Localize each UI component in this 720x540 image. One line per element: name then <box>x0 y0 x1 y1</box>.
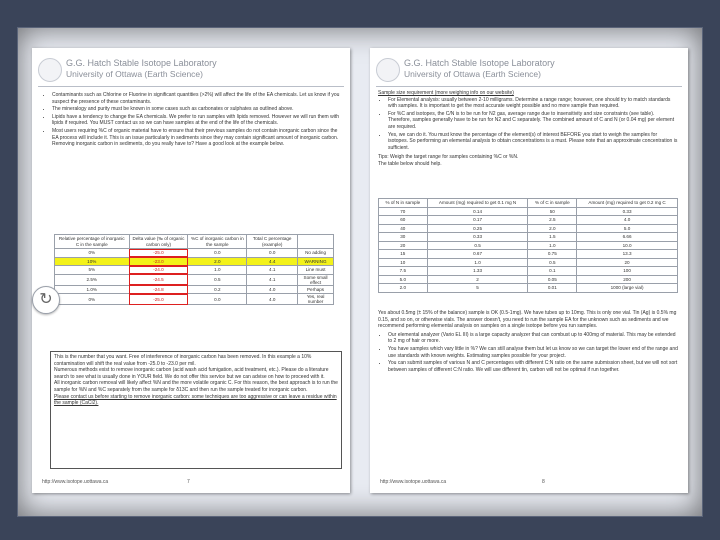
table-cell: 2.5% <box>55 274 130 285</box>
lab-logo-icon <box>38 58 62 82</box>
bullet: • You have samples which vary little in %? We can still analyse them but let us know so we can target the lower end of the range and use standards with known weights. Estimating samples possible for your project. <box>388 346 678 359</box>
footer-url[interactable]: http://www.isotope.uottawa.ca <box>42 479 109 485</box>
bullet: • You can submit samples of various N and C percentages with different C:N ratio on the same submission sheet, but we will not sort between samples of different C:N ratio. We will use different tin, carbon will not be optimal if run together. <box>388 360 678 373</box>
table-cell: 4.1 <box>247 266 298 275</box>
left-bullets <box>42 92 340 149</box>
table-cell: 1.0 <box>188 266 247 275</box>
table-cell: 1.33 <box>427 267 528 276</box>
table-header: Total C percentage (example) <box>247 235 298 249</box>
table-cell: 20 <box>379 241 428 250</box>
document-page-left <box>32 48 350 493</box>
table-cell: 10.0 <box>577 241 678 250</box>
table-cell: 15 <box>379 250 428 259</box>
table-cell: 2 <box>427 275 528 284</box>
table-cell: 4.4 <box>247 257 298 266</box>
table-caption: The table below should help. <box>378 160 442 167</box>
right-bottom-text <box>378 310 678 374</box>
table-cell: 0.5 <box>188 274 247 285</box>
table-row <box>379 216 678 225</box>
university-name: University of Ottawa (Earth Science) <box>404 69 541 79</box>
table-cell: 2.5 <box>528 216 577 225</box>
page-number: 8 <box>542 479 545 485</box>
table-header: Relative percentage of inorganic C in the sample <box>55 235 130 249</box>
table-header: Amount (mg) required to get 0.2 mg C <box>577 199 678 208</box>
middle-paragraph: Yes about 0.5mg (± 15% of the balance) sample is OK (0.5-1mg). We have tubes up to 10mg. This is only one vial. Tin (Ag) is 0.5% mg 0.15, and so on, or otherwise vials. The answer doesn't, you need to run the sample EA for the unknown such as sediments and we recommend performing elemental analysis on samples on a single isotope before you run samples. <box>378 310 677 330</box>
note-paragraph: This is the number that you want. Free of interference of inorganic carbon has been removed. In this example a 10% contamination will shift the real value from -25.0 to -23.0 per mil. <box>54 354 312 367</box>
undo-rotate-button[interactable] <box>32 286 60 314</box>
table-cell: 100 <box>577 267 678 276</box>
table-cell: 0% <box>55 249 130 258</box>
table-cell: 0% <box>55 294 130 305</box>
table-row-highlighted <box>55 257 334 266</box>
note-text <box>54 354 338 407</box>
table-cell: 0.25 <box>427 224 528 233</box>
table-cell: 13.3 <box>577 250 678 259</box>
table-cell: 5 <box>427 284 528 293</box>
bullet: • The mineralogy and purity must be known in some cases such as carbonates or sulphates as outlined above. <box>52 106 340 113</box>
right-top-text <box>378 90 678 168</box>
note-paragraph: All inorganic carbon removal will likely affect %N and the more volatile organic C. For this reason, the best approach is to run the sample for %N and %C separately from the sample for δ13C and then run the sample treated for inorganic carbon. <box>54 380 338 393</box>
table-row <box>55 285 334 294</box>
bullet: • For Elemental analysis: usually between 2-10 milligrams. Determine a range range; however, one should try to match standards with samples. It is important to get the most accurate weight possible and no more sample than required. <box>388 97 678 110</box>
table-cell: 4.1 <box>247 274 298 285</box>
lab-logo-icon <box>376 58 400 82</box>
table-cell: 40 <box>379 224 428 233</box>
table-cell: 0.17 <box>427 216 528 225</box>
note-paragraph: Numerous methods exist to remove inorganic carbon (acid wash acid fumigation, acid treatment, etc.). Please do a literature search to see what is usually done in YOUR field. We do not offer this service but we can advise on how to proceed with it. <box>54 367 329 380</box>
table-cell: Some small effect <box>298 274 334 285</box>
table-cell: Perhaps <box>298 285 334 294</box>
table-cell: 1.0 <box>528 241 577 250</box>
table-row <box>379 284 678 293</box>
table-cell: WARNING <box>298 257 334 266</box>
table-cell: 2.0 <box>188 257 247 266</box>
table-cell: 5% <box>55 266 130 275</box>
table-cell: 0.33 <box>577 207 678 216</box>
table-cell: 4.0 <box>247 294 298 305</box>
table-cell: 0.75 <box>528 250 577 259</box>
table-row <box>55 266 334 275</box>
table-row <box>55 249 334 258</box>
table-cell: 10% <box>55 257 130 266</box>
table-cell: 0.05 <box>528 275 577 284</box>
table-header: %C of inorganic carbon in the sample <box>188 235 247 249</box>
table-cell: 0.1 <box>528 267 577 276</box>
table-row <box>55 294 334 305</box>
table-cell: 7.5 <box>379 267 428 276</box>
table-header: Delta value (‰ of organic carbon only) <box>129 235 188 249</box>
table-row <box>379 250 678 259</box>
table-cell: 2.0 <box>528 224 577 233</box>
table-cell: 50 <box>528 207 577 216</box>
table-cell: 20 <box>577 258 678 267</box>
table-row <box>379 258 678 267</box>
table-cell: 0.14 <box>427 207 528 216</box>
table-row <box>379 267 678 276</box>
rotate-icon: ↻ <box>39 291 53 308</box>
table-cell: 4.0 <box>577 216 678 225</box>
section-title: Sample size requirement (more weighing info on our website) <box>378 90 514 96</box>
table-cell: 5.0 <box>577 224 678 233</box>
table-cell: 10 <box>379 258 428 267</box>
table-cell: 0.67 <box>427 250 528 259</box>
table-cell: 2.0 <box>379 284 428 293</box>
document-page-right <box>370 48 688 493</box>
footer-url[interactable]: http://www.isotope.uottawa.ca <box>380 479 447 485</box>
table-cell: 0.5 <box>427 241 528 250</box>
table-header <box>298 235 334 249</box>
table-row <box>55 274 334 285</box>
bullet: • Contaminants such as Chlorine or Fluorine in significant quantities (>2%) will affect the life of the EA chemicals. Let us know if you suspect the presence of these contaminants. <box>52 92 340 105</box>
table-cell: -25.0 <box>129 294 188 305</box>
table-cell: -24.8 <box>129 285 188 294</box>
page-header <box>376 56 682 84</box>
sample-weight-table <box>378 198 678 293</box>
bullet: • Most users requiring %C of organic material have to ensure that their previous samples do not contain inorganic carbon since the EA process will include it. This is an issue particularly in sediments since they may contain significant amount of inorganic carbon. Removing inorganic carbon in sediments, do you really have to? Have a good look at the example below. <box>52 128 340 148</box>
lab-name: G.G. Hatch Stable Isotope Laboratory <box>404 58 555 68</box>
table-cell: 0.0 <box>188 249 247 258</box>
table-cell: 1.0 <box>427 258 528 267</box>
table-cell: 0.0 <box>247 249 298 258</box>
table-header: % of N in sample <box>379 199 428 208</box>
table-cell: 5.0 <box>379 275 428 284</box>
table-cell: 0.33 <box>427 233 528 242</box>
table-header: % of C in sample <box>528 199 577 208</box>
table-cell: 1000 (large vial) <box>577 284 678 293</box>
table-row <box>379 275 678 284</box>
table-cell: 0.2 <box>188 285 247 294</box>
table-cell: 30 <box>379 233 428 242</box>
table-cell: -24.0 <box>129 266 188 275</box>
table-cell: 200 <box>577 275 678 284</box>
table-cell: Yes, real number <box>298 294 334 305</box>
table-cell: 6.66 <box>577 233 678 242</box>
table-row <box>379 233 678 242</box>
table-cell: -23.0 <box>129 257 188 266</box>
table-cell: -25.0 <box>129 249 188 258</box>
table-cell: Line must <box>298 266 334 275</box>
note-paragraph: Please contact us before starting to remove inorganic carbon: some techniques are too aggressive or can leave a residue within the sample (CaCl2). <box>54 393 337 407</box>
table-cell: No adding <box>298 249 334 258</box>
bullet: • Lipids have a tendency to change the EA chemicals. We prefer to run samples with lipids removed. However we will run them with lipids if required. You MUST contact us so we can have samples at the end of the life of the chemicals. <box>52 114 340 127</box>
bullet: • Our elemental analyzer (Vario EL III) is a large capacity analyzer that can combust up to 400mg of material. This may be extended to 2 mg of hair or more. <box>388 332 678 345</box>
inorganic-carbon-table <box>54 234 334 305</box>
table-cell: -24.5 <box>129 274 188 285</box>
bullet: • For %C and isotopes, the C/N is to be run for N2 gas, average range due to insensitivity and size constraints (see table). Therefore, samples generally have to be run for N2 and C separately. The combined amount of C and N (or 0.04 mg) per element are required. <box>388 111 678 131</box>
page-header <box>38 56 344 84</box>
table-header: Amount (mg) required to get 0.1 mg N <box>427 199 528 208</box>
table-row <box>379 224 678 233</box>
table-cell: 1.5 <box>528 233 577 242</box>
university-name: University of Ottawa (Earth Science) <box>66 69 203 79</box>
table-cell: 70 <box>379 207 428 216</box>
table-cell: 0.5 <box>528 258 577 267</box>
header-divider <box>376 86 682 87</box>
header-divider <box>38 86 344 87</box>
table-cell: 0.0 <box>188 294 247 305</box>
table-row <box>379 241 678 250</box>
table-cell: 60 <box>379 216 428 225</box>
table-row <box>379 207 678 216</box>
bullet: • Yes, we can do it. You must know the percentage of the element(s) of interest BEFORE you start to weigh the samples for isotopes. So performing an elemental analysis to obtain concentrations is a must. Please note that an approximate concentration is sufficient. <box>388 132 678 152</box>
table-cell: 0.01 <box>528 284 577 293</box>
page-number: 7 <box>187 479 190 485</box>
table-cell: 1.0% <box>55 285 130 294</box>
table-cell: 4.0 <box>247 285 298 294</box>
table-intro: Tips: Weigh the target range for samples containing %C or %N. <box>378 154 519 161</box>
lab-name: G.G. Hatch Stable Isotope Laboratory <box>66 58 217 68</box>
